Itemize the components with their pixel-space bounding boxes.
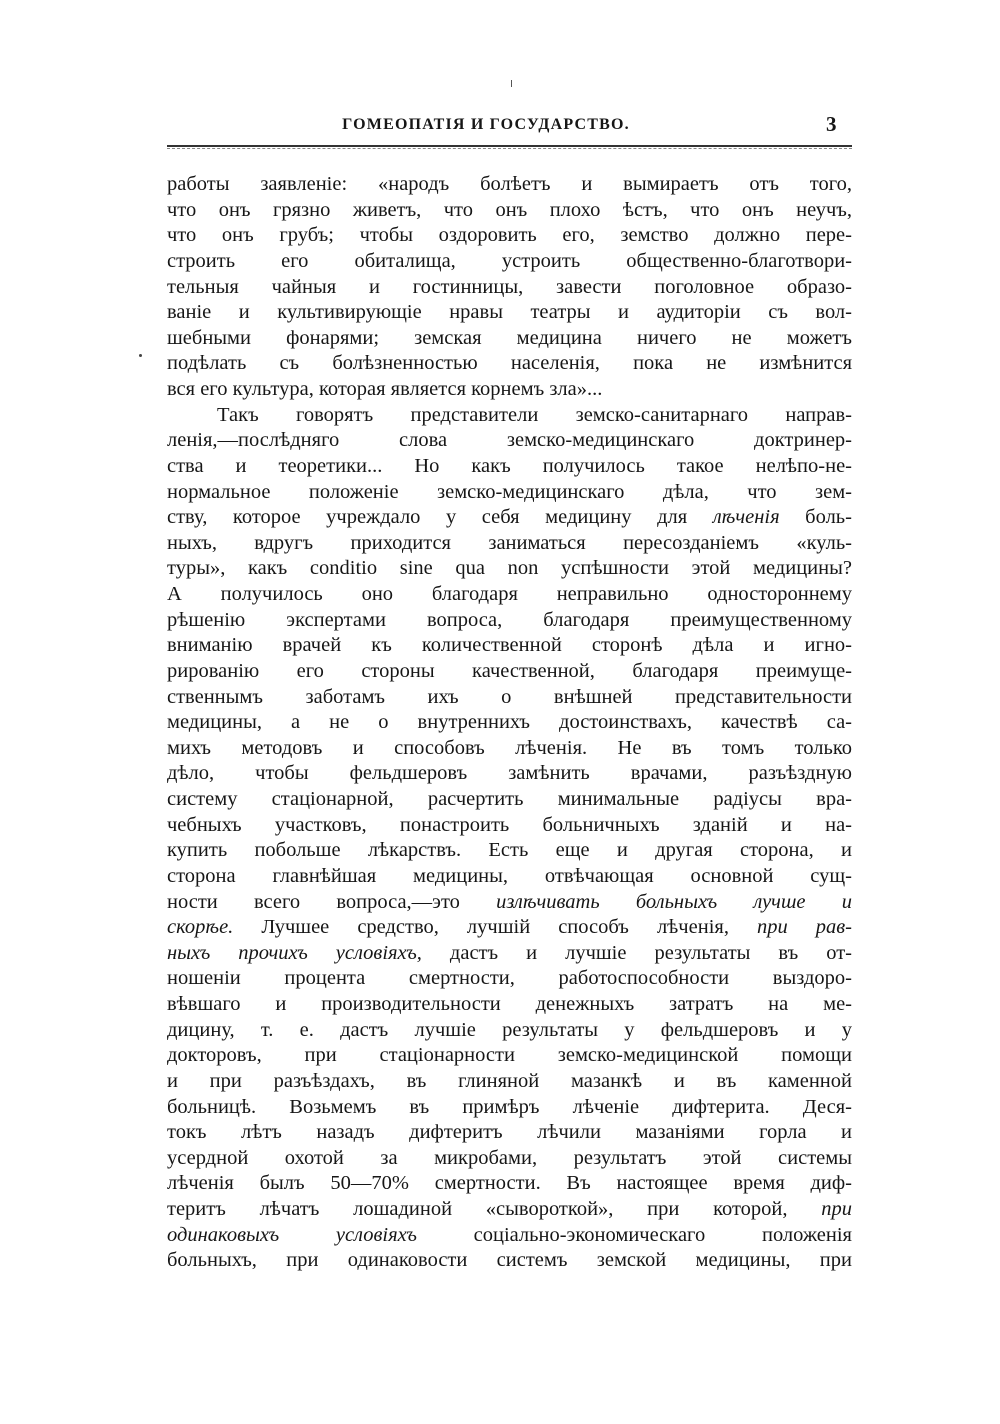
text-line [167, 787, 852, 813]
text-segment: Такъ говорятъ представители земско-санитарнаго направ- [217, 403, 852, 426]
text-line [167, 403, 852, 429]
text-segment: ству, которое учреждало у себя медицину для [167, 506, 713, 529]
text-line [167, 1223, 852, 1249]
text-segment: боль- [779, 506, 852, 529]
text-segment: больныхъ, при одинаковости системъ земской медицины, при [167, 1249, 852, 1272]
text-line [167, 505, 852, 531]
text-line [167, 710, 852, 736]
scan-mark [511, 80, 512, 87]
scan-speck [139, 354, 142, 357]
text-segment: сторона главнѣйшая медицины, отвѣчающая основной сущ- [167, 864, 852, 887]
text-segment: ленія,—послѣдняго слова земско-медицинскаго доктринер- [167, 429, 852, 452]
text-segment: строить его обиталища, устроить общественно-благотвори- [167, 249, 852, 272]
text-segment: купить побольше лѣкарствъ. Есть еще и другая сторона, и [167, 839, 852, 862]
text-line [167, 736, 852, 762]
text-segment: ственнымъ заботамъ ихъ о внѣшней представительности [167, 685, 852, 708]
italic-text: при [821, 1198, 852, 1220]
italic-text: излѣчивать больныхъ лучше и [496, 890, 852, 913]
text-line [167, 531, 852, 557]
italic-text: одинаковыхъ условіяхъ [167, 1223, 417, 1246]
text-segment: шебными фонарями; земская медицина ничего не можетъ [167, 326, 852, 349]
page-number: 3 [826, 112, 837, 136]
text-segment: ношеніи процента смертности, работоспособности выздоро- [167, 967, 852, 990]
text-line [167, 941, 852, 967]
text-line [167, 890, 852, 916]
text-segment: ности всего вопроса,—это [167, 890, 497, 913]
italic-text: ныхъ прочихъ условіяхъ, [167, 941, 422, 964]
text-segment: ваніе и культивирующіе нравы театры и аудиторіи съ вол- [167, 301, 852, 324]
text-line [167, 659, 852, 685]
text-segment: туры», какъ conditio sine qua non успѣшности этой медицины? [167, 557, 852, 580]
text-segment: вѣвшаго и производительности денежныхъ затратъ на ме- [167, 993, 852, 1015]
text-line [167, 249, 852, 275]
text-segment: больницѣ. Возьмемъ въ примѣръ лѣченіе дифтерита. Деся- [167, 1095, 852, 1118]
text-segment: систему стаціонарной, расчертить минимальные радіусы вра- [167, 788, 852, 810]
text-line [167, 582, 852, 608]
italic-text: при рав- [756, 916, 852, 939]
text-line [167, 351, 852, 377]
text-line [167, 172, 852, 198]
text-segment: работы заявленіе: «народъ болѣетъ и вымираетъ отъ того, [167, 173, 852, 195]
text-segment: соціально-экономическаго положенія [416, 1223, 852, 1246]
text-line [167, 326, 852, 352]
text-segment: докторовъ, при стаціонарности земско-медицинской помощи [167, 1044, 852, 1067]
body-text [167, 172, 852, 1274]
text-line [167, 1146, 852, 1172]
text-segment: михъ методовъ и способовъ лѣченія. Не въ томъ только [167, 736, 852, 759]
text-segment: чебныхъ участковъ, понастроить больничныхъ зданій и на- [167, 813, 852, 836]
text-segment: дастъ и лучшіе результаты въ от- [421, 941, 852, 964]
italic-text: лѣченія [712, 506, 780, 529]
text-segment: вниманію врачей къ количественной сторонѣ дѣла и игно- [167, 634, 852, 657]
text-segment: токъ лѣтъ назадъ дифтеритъ лѣчили мазаніями горла и [167, 1121, 852, 1144]
running-header-title: ГОМЕОПАТІЯ И ГОСУДАРСТВО. [342, 116, 630, 133]
text-segment: рированію его стороны качественной, благодаря преимуще- [167, 659, 852, 682]
text-segment: дицину, т. е. дастъ лучшіе результаты у фельдшеровъ и у [167, 1018, 852, 1041]
text-segment: что онъ грязно живетъ, что онъ плохо ѣстъ, что онъ неучъ, [167, 198, 852, 221]
text-line [167, 1069, 852, 1095]
text-line [167, 198, 852, 224]
italic-text: скорѣе. [167, 916, 234, 939]
header-rule-secondary [167, 148, 852, 149]
text-segment: Лучшее средство, лучшій способъ лѣченія, [233, 916, 757, 939]
text-line [167, 275, 852, 301]
header-rule [167, 145, 852, 147]
text-segment: усердной охотой за микробами, результатъ этой системы [167, 1146, 852, 1169]
text-segment: нормальное положеніе земско-медицинскаго дѣла, что зем- [167, 480, 852, 503]
text-line [167, 428, 852, 454]
text-line [167, 1197, 852, 1223]
text-segment: тельныя чайныя и гостинницы, завести поголовное образо- [167, 275, 852, 298]
text-line [167, 1120, 852, 1146]
text-line [167, 761, 852, 787]
text-segment: лѣченія былъ 50—70% смертности. Въ настоящее время диф- [167, 1172, 852, 1195]
text-line [167, 864, 852, 890]
text-line [167, 377, 852, 403]
text-segment: рѣшенію экспертами вопроса, благодаря преимущественному [167, 608, 852, 631]
text-line [167, 556, 852, 582]
text-line [167, 480, 852, 506]
text-line [167, 966, 852, 992]
text-line [167, 454, 852, 480]
text-line [167, 223, 852, 249]
text-segment: что онъ грубъ; чтобы оздоровить его, земство должно пере- [167, 224, 852, 247]
text-segment: ныхъ, вдругъ приходится заниматься пересозданіемъ «куль- [167, 531, 852, 554]
text-segment: подѣлать съ болѣзненностью населенія, пока не измѣнится [167, 352, 852, 375]
text-segment: дѣло, чтобы фельдшеровъ замѣнить врачами, разъѣздную [167, 762, 852, 785]
text-line [167, 1095, 852, 1121]
text-line [167, 633, 852, 659]
text-line [167, 1248, 852, 1274]
text-line [167, 838, 852, 864]
text-segment: ства и теоретики... Но какъ получилось такое нелѣпо-не- [167, 454, 852, 477]
text-segment: теритъ лѣчатъ лошадиной «сывороткой», при которой, [167, 1198, 822, 1220]
text-line [167, 1018, 852, 1044]
text-line [167, 1171, 852, 1197]
text-line [167, 685, 852, 711]
text-segment: вся его культура, которая является корнемъ зла»... [167, 378, 603, 400]
text-line [167, 608, 852, 634]
text-line [167, 1043, 852, 1069]
text-line [167, 813, 852, 839]
text-segment: медицины, а не о внутреннихъ достоинствахъ, качествѣ са- [167, 711, 852, 734]
text-segment: и при разъѣздахъ, въ глиняной мазанкѣ и въ каменной [167, 1069, 852, 1092]
text-line [167, 992, 852, 1018]
text-line [167, 300, 852, 326]
text-line [167, 915, 852, 941]
text-segment: А получилось оно благодаря неправильно одностороннему [167, 583, 852, 605]
